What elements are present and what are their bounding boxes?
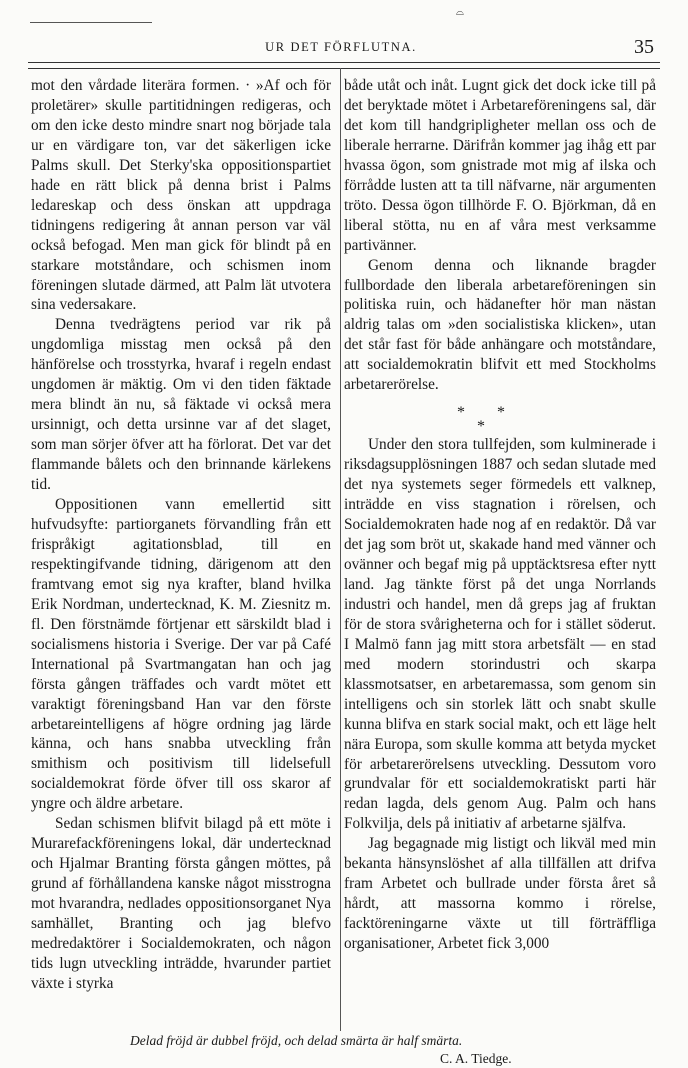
motto-signature: C. A. Tiedge. (440, 1051, 512, 1066)
page-header (26, 38, 656, 60)
right-column (344, 76, 656, 954)
paragraph: Oppositionen vann emellertid sitt hufvudsyfte: partiorganets förvandling från ett frispråkigt agitationsblad, till en respektingifvande tidning, därigenom att den framtvang emot sig nya krafter, bland hvilka Erik Nordman, undertecknad, K. M. Ziesnitz m. fl. Den förstnämde förtjenar ett särskildt blad i socialismens historia i Sverige. Der var på Café International på Svartmangatan han och jag första gången träffades och vardt mötet ett varaktigt föreningsband Han var den förste arbetareintelligens af högre ordning jag lärde känna, och hans snabba utveckling från smithism och positivism till lidelsefull socialdemokrat förde öfver till oss skaror af yngre och äldre arbetare. (31, 496, 331, 813)
column-divider (340, 68, 341, 1031)
running-title: UR DET FÖRFLUTNA. (265, 40, 417, 54)
motto: Delad fröjd är dubbel fröjd, och delad smärta är half smärta. (130, 1033, 463, 1048)
asterisk: * (477, 418, 485, 436)
section-break (344, 395, 656, 435)
paragraph: Denna tvedrägtens period var rik på ungdomliga misstag men också på den hänförelse och trosstyrka, hvaraf i regeln endast ungdomen är mäktig. Om vi den tiden fäktade mera blindt än nu, så fäktade vi också mera ursinnigt, och detta ursinne var af det slaget, som man sörjer öfver att ha förlorat. Det var det flammande bålets och den brinnande kärlekens tid. (31, 316, 331, 494)
page-corner-mark: ⌓ (456, 7, 464, 18)
top-rule (30, 22, 152, 23)
left-column (31, 76, 331, 994)
asterisk: * (497, 404, 505, 422)
header-double-rule (28, 62, 660, 69)
paragraph: Jag begagnade mig listigt och likväl med min bekanta hänsynslöshet af alla tillfällen att drifva fram Arbetet och bullrade under första året så hårdt, att massorna kommo i rörelse, facktöreningarne växte ut till förträffliga organisationer, Arbetet fick 3,000 (344, 835, 656, 953)
paragraph: Under den stora tullfejden, som kulminerade i riksdagsupplösningen 1887 och sedan slutade med det nya systemets seger förmedels ett valknep, inträdde en viss stagnation i rörelsen, och Socialdemokraten hade nog af en redaktör. Då var det jag som bröt ut, skakade hand med vänner och ovänner och begaf mig på upptäcktsresa efter nytt land. Jag tänkte först på det unga Norrlands industri och handel, men då greps jag af fruktan för de stora svårigheterna och for i stället söderut. I Malmö fann jag mitt stora arbetsfält — en stad med modern storindustri och skarpa klassmotsatser, en arbetaremassa, som genom sin intelligens och sin storlek lätt och snabt skulle kunna blifva en stark social makt, och ett läge helt nära Europa, som skulle komma att betyda mycket för arbetarerörelsens utveckling. Dessutom voro grundvalar för ett socialdemokratiskt parti här redan lagda, dels genom Aug. Palm och hans Folkvilja, dels på initiativ af arbetarne själfva. (344, 436, 656, 833)
paragraph: både utåt och inåt. Lugnt gick det dock icke till på det beryktade mötet i Arbetareföreningens sal, där det kom till handgripligheter mellan oss och de liberale herrarne. Därifrån kommer jag ihåg ett par hvassa ögon, som gnistrade mot mig af ilska och förrådde lusten att ta till näfvarne, när argumenten tröto. Dessa ögon tillhörde F. O. Björkman, då en liberal stötta, nu en af våra mest verksamme partivänner. (344, 77, 656, 254)
paragraph: Sedan schismen blifvit bilagd på ett möte i Murarefackföreningens lokal, där undertecknad och Hjalmar Branting första gången möttes, på grund af förhållandena kanske något misstrogna mot hvarandra, nedlades oppositionsorganet Nya samhället, Branting och jag blefvo medredaktörer i Socialdemokraten, och någon tids lugn utveckling inträdde, hvarunder partiet växte i styrka (31, 815, 331, 992)
page-number: 35 (634, 36, 654, 58)
asterisk: * (457, 404, 465, 422)
paragraph: mot den vårdade literära formen. · »Af och för proletärer» skulle partitidningen redigeras, och om den icke desto mindre snart nog började tala ur en värdigare ton, var det säkerligen icke Palms skull. Det Sterky'ska oppositionspartiet hade en rätt blick på denna brist i Palms ledareskap och dess önskan att uppdraga tidningens redigering åt annan person var väl också befogad. Men man gick för blindt på en starkare motståndare, och schismen inom föreningen slutade därmed, att Palm lät utvotera sina vedersakare. (31, 77, 331, 314)
paragraph: Genom denna och liknande bragder fullbordade den liberala arbetareföreningen sin politiska ruin, och hädanefter hör man nästan aldrig talas om »den socialistiska klicken», utan det står fast för både anhängare och motståndare, att socialdemokratin blifvit ett med Stockholms arbetarerörelse. (344, 256, 656, 394)
